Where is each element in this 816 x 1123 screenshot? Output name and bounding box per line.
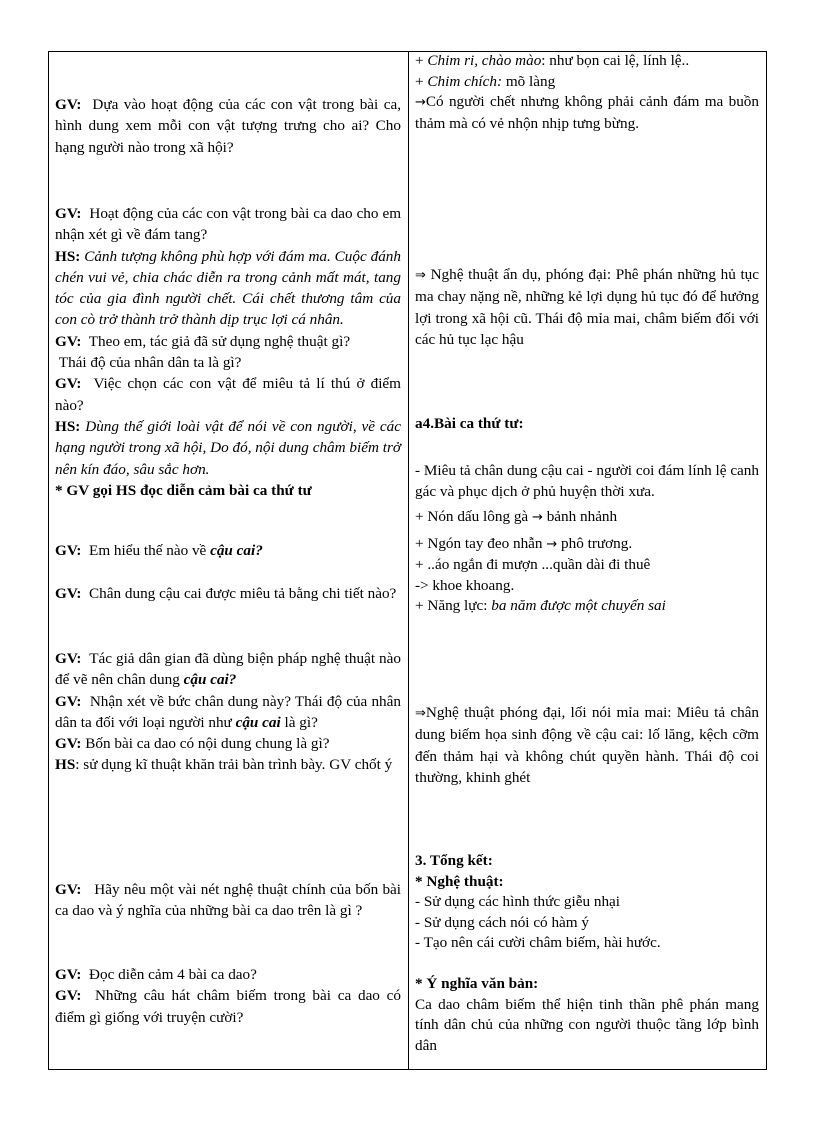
answer-block-3-details <box>415 461 759 617</box>
hs-label: HS: <box>55 417 81 435</box>
answer-text: bảnh nhảnh <box>546 508 618 525</box>
answer-text: - Tạo nên cái cười châm biếm, hài hước. <box>415 934 661 951</box>
question-text: Em hiểu thế nào về <box>89 542 207 559</box>
question-block-1 <box>55 94 401 158</box>
answer-block-4 <box>415 702 759 788</box>
gv-label: GV: <box>55 735 82 753</box>
double-arrow-right-icon: ⇒ <box>415 268 426 283</box>
bullet: + <box>415 52 424 69</box>
left-column <box>49 51 408 1070</box>
question-text: Theo em, tác giả đã sử dụng nghệ thuật gì? <box>88 332 351 350</box>
answer-text: Ca dao châm biếm thể hiện tinh thần phê phán mang tính dân chủ của những con người thuộc tầng lớp bình dân <box>415 995 759 1054</box>
answer-text: phô trương. <box>561 534 633 552</box>
hs-label: HS: <box>55 247 81 265</box>
answer-block-5 <box>415 851 759 1056</box>
question-block-7 <box>55 964 401 1028</box>
answer-text: - Sử dụng cách nói có hàm ý <box>415 913 589 931</box>
answer-text: mõ làng <box>505 72 556 90</box>
answer-block-3 <box>415 413 759 434</box>
quote-text: ba năm được một chuyến sai <box>491 597 666 614</box>
answer-text: Cảnh tượng không phù hợp với đám ma. Cuộc đánh chén vui vẻ, chia chác diễn ra trong cảnh mất mát, tang tóc của gia đình người chết. Cái chết thương tâm của con cò trở thành trở thành dịp trục lợi cá nhân. <box>55 247 401 329</box>
answer-text: -> khoe khoang. <box>415 576 515 594</box>
answer-text: + Năng lực: <box>415 597 488 614</box>
answer-text: - Miêu tả chân dung cậu cai - người coi đám lính lệ canh gác và phục dịch ở phủ huyện thời xưa. <box>415 462 759 500</box>
question-text: Những câu hát châm biếm trong bài ca dao có điểm gì giống với truyện cười? <box>55 987 401 1026</box>
subsection-heading: * Ý nghĩa văn bản: <box>415 975 539 992</box>
gv-label: GV: <box>55 375 82 393</box>
gv-label: GV: <box>55 692 82 710</box>
question-text: Hoạt động của các con vật trong bài ca dao cho em nhận xét gì về đám tang? <box>55 205 402 244</box>
answer-text: : như bọn cai lệ, lính lệ.. <box>541 52 690 69</box>
hs-label: HS <box>55 756 76 774</box>
answer-text: - Sử dụng các hình thức giễu nhại <box>415 893 620 910</box>
gv-label: GV: <box>55 332 82 350</box>
question-block-3 <box>55 540 401 561</box>
answer-block-2 <box>415 264 759 350</box>
question-text: Dựa vào hoạt động của các con vật trong bài ca, hình dung xem mỗi con vật tượng trưng cho ai? Cho hạng người nào trong xã hội? <box>55 96 401 156</box>
question-text: Chân dung cậu cai được miêu tả bằng chi tiết nào? <box>89 585 397 602</box>
answer-text: + Ngón tay đeo nhẫn <box>415 534 543 552</box>
gv-label: GV: <box>55 542 82 559</box>
key-term: cậu cai? <box>210 542 263 559</box>
question-text: Bốn bài ca dao có nội dung chung là gì? <box>85 735 330 753</box>
answer-text: Nghệ thuật ẩn dụ, phóng đại: Phê phán những hủ tục ma chay nặng nề, những kẻ lợi dụng hủ tục đó để hưởng lợi trong xã hội cũ. Thái độ mỉa mai, châm biếm đối với các hủ tục lạc hậu <box>415 266 760 348</box>
gv-label: GV: <box>55 881 82 898</box>
question-text: Tác giả dân gian đã dùng biện pháp nghệ thuật nào để vẽ nên chân dung <box>55 650 401 689</box>
animal-name: Chim ri, chào mào <box>427 52 542 69</box>
answer-text: Có người chết nhưng không phải cảnh đám ma buồn thảm mà có vẻ nhộn nhịp tưng bừng. <box>415 93 759 132</box>
answer-text: : sử dụng kĩ thuật khăn trải bàn trình bày. GV chốt ý <box>75 756 393 774</box>
question-block-4 <box>55 583 401 604</box>
right-column <box>409 51 766 1070</box>
subsection-heading: * Nghệ thuật: <box>415 872 504 890</box>
gv-label: GV: <box>55 585 82 602</box>
question-text: là gì? <box>284 713 318 731</box>
key-term: cậu cai <box>235 713 281 731</box>
arrow-right-icon: → <box>546 536 558 552</box>
question-block-2 <box>55 203 401 501</box>
gv-label: GV: <box>55 966 82 983</box>
gv-label: GV: <box>55 96 82 113</box>
question-text: Hãy nêu một vài nét nghệ thuật chính của bốn bài ca dao và ý nghĩa của những bài ca dao trên là gì ? <box>55 881 402 920</box>
section-heading: a4.Bài ca thứ tư: <box>415 415 524 432</box>
question-text: Việc chọn các con vật để miêu tả lí thú ở điểm nào? <box>55 375 401 414</box>
teacher-note: * GV gọi HS đọc diễn cảm bài ca thứ tư <box>55 481 312 499</box>
question-block-5 <box>55 648 401 776</box>
question-text: Nhận xét về bức chân dung này? Thái độ của nhân dân ta đối với loại người như <box>55 692 401 731</box>
arrow-right-icon: → <box>415 95 426 110</box>
answer-block-1 <box>415 51 759 134</box>
gv-label: GV: <box>55 205 82 222</box>
double-arrow-right-icon: ⇒ <box>415 706 426 721</box>
answer-text: Nghệ thuật phóng đại, lối nói mỉa mai: Miêu tả chân dung biếm họa sinh động về cậu cai: lố lăng, kệch cỡm đến thảm hại và không chút quyền hành. Thái độ coi thường, khinh ghét <box>415 704 759 786</box>
gv-label: GV: <box>55 987 82 1005</box>
section-heading: 3. Tổng kết: <box>415 852 493 869</box>
question-block-6 <box>55 879 401 922</box>
answer-text: + ..áo ngắn đi mượn ...quần dài đi thuê <box>415 556 651 573</box>
question-text: Đọc diễn cảm 4 bài ca dao? <box>89 966 257 983</box>
question-text: Thái độ của nhân dân ta là gì? <box>58 354 242 372</box>
arrow-right-icon: → <box>531 510 543 525</box>
animal-name: Chim chích: <box>427 72 503 90</box>
gv-label: GV: <box>55 650 82 667</box>
answer-text: Dùng thế giới loài vật để nói về con người, về các hạng người trong xã hội, Do đó, nội dung châm biếm trở nên kín đáo, sâu sắc hơn. <box>55 417 401 478</box>
key-term: cậu cai? <box>183 671 237 689</box>
answer-text: + Nón dấu lông gà <box>415 508 529 525</box>
bullet: + <box>415 72 424 90</box>
